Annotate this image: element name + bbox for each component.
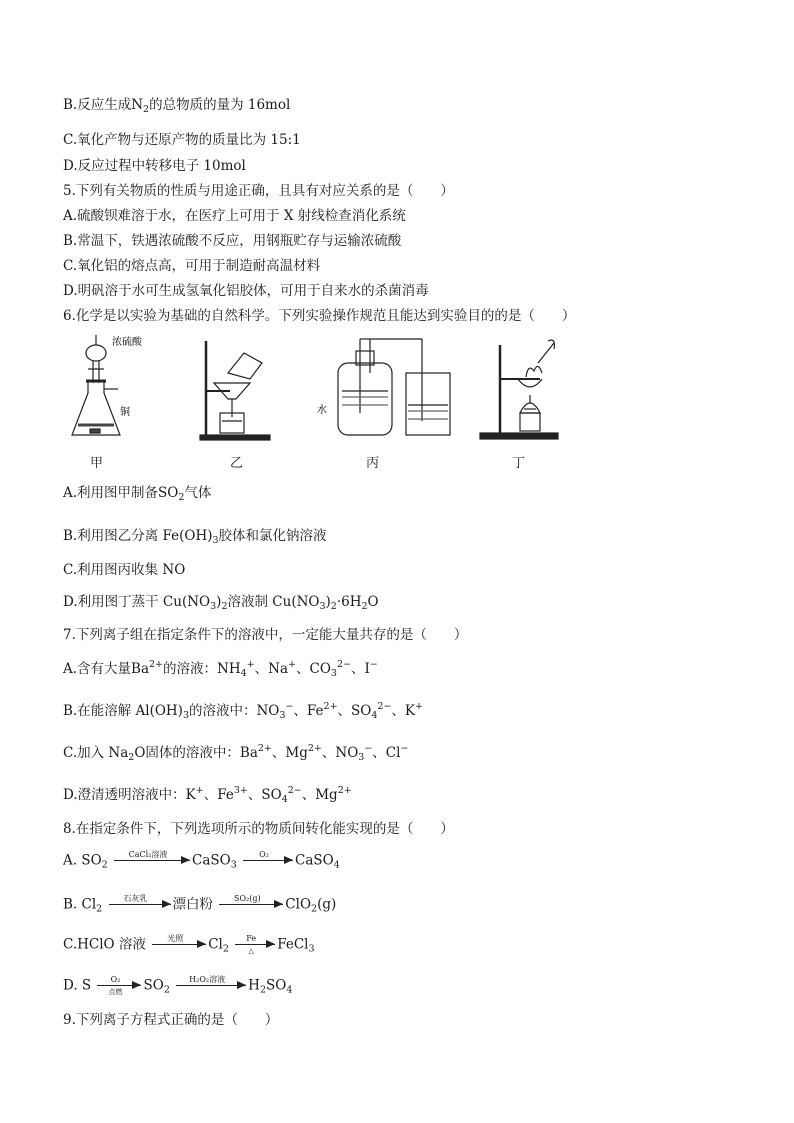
q8-option-d: D. S O₂ 点燃 $SO_2$ H₂O₂溶液 $H_2SO_4$	[63, 975, 293, 996]
q8-option-c: C.HClO 溶液 光照 $Cl_2$ Fe △ FeCl$_3$	[63, 934, 315, 955]
q4-option-b: B.反应生成$N_2$的总物质的量为 16mol	[63, 97, 291, 115]
apparatus-ding	[480, 340, 558, 439]
reaction-arrow: 石灰乳	[109, 894, 171, 916]
reaction-arrow: 光照	[152, 934, 206, 956]
reaction-arrow: CaCl₂溶液	[114, 850, 190, 872]
apparatus-jia	[72, 335, 120, 435]
q5-option-d: D.明矾溶于水可生成氢氧化铝胶体，可用于自来水的杀菌消毒	[63, 283, 429, 299]
reaction-arrow: Fe △	[235, 934, 275, 956]
q9-stem: 9.下列离子方程式正确的是（ ）	[63, 1012, 279, 1028]
q5-stem: 5.下列有关物质的性质与用途正确，且具有对应关系的是（ ）	[63, 183, 454, 199]
q6-apparatus-figure	[60, 333, 560, 448]
label-conc-acid: 浓硫酸	[112, 337, 142, 348]
q7-option-c: C.加入 $Na_2O$固体的溶液中：$Ba^{2+}$、$Mg^{2+}$、$NO_3^-$、Cl−	[63, 743, 409, 763]
q7-option-a: A.含有大量$Ba^{2+}$的溶液：$NH_4^+$、Na+、$CO_3^{2-}$、I−	[63, 659, 378, 679]
label-water: 水	[317, 405, 327, 416]
fig-label-bing: 丙	[366, 456, 380, 471]
q6-stem: 6.化学是以实验为基础的自然科学。下列实验操作规范且能达到实验目的的是（ ）	[63, 308, 576, 324]
q6-option-a: A.利用图甲制备$SO_2$气体	[63, 485, 212, 503]
q5-option-c: C.氧化铝的熔点高，可用于制造耐高温材料	[63, 258, 321, 274]
label-copper: 铜	[120, 407, 130, 418]
q4-option-d: D.反应过程中转移电子 10mol	[63, 158, 246, 174]
fig-label-ding: 丁	[512, 456, 526, 471]
apparatus-bing	[338, 339, 450, 435]
q5-option-b: B.常温下，铁遇浓硫酸不反应，用钢瓶贮存与运输浓硫酸	[63, 233, 402, 249]
q6-option-b: B.利用图乙分离 $Fe(OH)_3$胶体和氯化钠溶液	[63, 528, 327, 546]
fig-label-jia: 甲	[90, 456, 104, 471]
q7-option-d: D.澄清透明溶液中：K+、$Fe^{3+}$、$SO_4^{2-}$、$Mg^{2+}$	[63, 785, 352, 805]
q8-option-a: A. $SO_2$ CaCl₂溶液 CaSO$_3$ O₂ CaSO$_4$	[63, 850, 340, 871]
q6-option-d: D.利用图丁蒸干 $Cu(NO_3)_2$溶液制 $Cu(NO_3)_2\cdot 6H_2O$	[63, 594, 379, 612]
reaction-arrow: O₂	[243, 850, 293, 872]
fig-label-yi: 乙	[230, 456, 244, 471]
q7-option-b: B.在能溶解 $Al(OH)_3$的溶液中：$NO_3^-$、$Fe^{2+}$、$SO_4^{2-}$、K+	[63, 701, 423, 721]
reaction-arrow: O₂ 点燃	[97, 975, 141, 997]
q8-stem: 8.在指定条件下，下列选项所示的物质间转化能实现的是（ ）	[63, 821, 454, 837]
q4-option-c: C.氧化产物与还原产物的质量比为 15:1	[63, 132, 301, 148]
q6-option-c: C.利用图丙收集 NO	[63, 562, 186, 578]
reaction-arrow: SO₂(g)	[219, 894, 283, 916]
q7-stem: 7.下列离子组在指定条件下的溶液中，一定能大量共存的是（ ）	[63, 627, 468, 643]
apparatus-yi	[200, 341, 270, 440]
q8-option-b: B. $Cl_2$ 石灰乳 漂白粉 SO₂(g) ClO$_2$(g)	[63, 894, 337, 915]
q5-option-a: A.硫酸钡难溶于水，在医疗上可用于 X 射线检查消化系统	[63, 208, 406, 224]
reaction-arrow: H₂O₂溶液	[176, 975, 246, 997]
